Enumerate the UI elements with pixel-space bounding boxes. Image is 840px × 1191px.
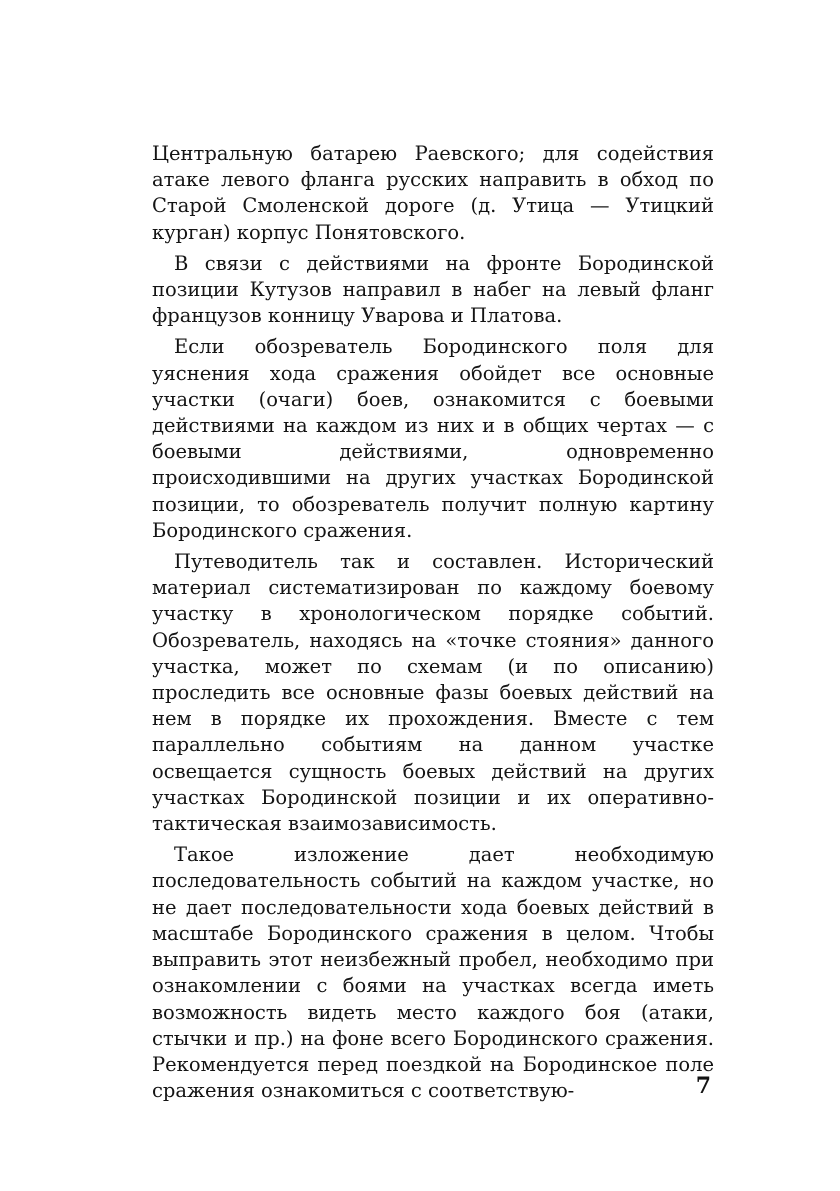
page-number: 7 — [695, 1073, 711, 1099]
paragraph-4: Путеводитель так и составлен. Исторический материал систематизирован по каждому боевому участку в хронологическом порядке событий. Обозреватель, находясь на «точке стояния» данного участка, может по схемам (и по описанию) проследить все основные фазы боевых действий на нем в порядке их прохождения. Вместе с тем параллельно событиям на данном участке освещается сущность боевых действий на других участках Бородинской позиции и их оперативно-тактическая взаимозависимость. — [152, 550, 714, 836]
paragraph-2: В связи с действиями на фронте Бородинской позиции Кутузов направил в набег на левый фланг французов конницу Уварова и Платова. — [152, 251, 714, 328]
paragraph-5: Такое изложение дает необходимую последовательность событий на каждом участке, но не дает последовательности хода боевых действий в масштабе Бородинского сражения в целом. Чтобы выправить этот неизбежный пробел, необходимо при ознакомлении с боями на участках всегда иметь возможность видеть место каждого боя (атаки, стычки и пр.) на фоне всего Бородинского сражения. Рекомендуется перед поездкой на Бородинское поле сражения ознакомиться с соответствую- — [152, 843, 714, 1103]
body-text — [152, 141, 714, 1104]
paragraph-1: Центральную батарею Раевского; для содействия атаке левого фланга русских направить в обход по Старой Смоленской дороге (д. Утица — Утицкий курган) корпус Понятовского. — [152, 142, 714, 244]
paragraph-3: Если обозреватель Бородинского поля для уяснения хода сражения обойдет все основные участки (очаги) боев, ознакомится с боевыми действиями на каждом из них и в общих чертах — с боевыми действиями, одновременно происходившими на других участках Бородинской позиции, то обозреватель получит полную картину Бородинского сражения. — [152, 335, 714, 542]
